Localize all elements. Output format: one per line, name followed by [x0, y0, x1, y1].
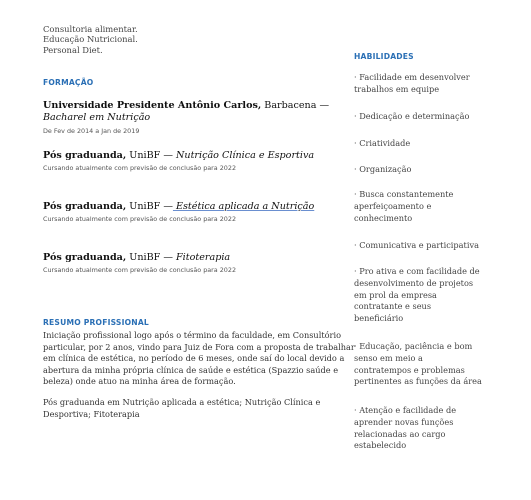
skill-text: · Criatividade — [354, 138, 411, 148]
entry-title — [43, 100, 329, 112]
skill-item — [354, 164, 504, 176]
section-heading-resumo: RESUMO PROFISSIONAL — [43, 318, 149, 327]
skill-item — [354, 266, 504, 325]
entry-institution: UniBF — — [126, 150, 173, 161]
skill-text: · Comunicativa e participativa — [354, 240, 479, 250]
paragraph-line: abertura da minha própria clínica de saúde e estética (Spazzio saúde e — [43, 364, 339, 375]
entry-course: Fitoterapia — [172, 252, 231, 263]
entry-note: Cursando atualmente com previsão de conclusão para 2022 — [43, 164, 237, 172]
degree-line — [43, 112, 329, 124]
institution-city: Barbacena — — [261, 100, 330, 111]
education-entry — [43, 100, 329, 135]
section-heading-habilidades: HABILIDADES — [354, 52, 414, 61]
education-entry — [43, 252, 236, 274]
resumo-postgrad — [43, 397, 343, 420]
skill-item — [354, 405, 504, 452]
entry-course: Nutrição Clínica e Esportiva — [172, 150, 315, 161]
entry-title — [43, 150, 314, 162]
skill-item — [354, 240, 504, 252]
education-entry — [43, 201, 314, 223]
section-heading-formacao: FORMAÇÃO — [43, 78, 94, 87]
skill-text: · Facilidade em desenvolver trabalhos em equipe — [354, 72, 470, 94]
entry-role: Pós graduanda, — [43, 150, 127, 161]
intro-block — [43, 24, 323, 55]
skill-item — [354, 72, 504, 96]
entry-note: Cursando atualmente com previsão de conclusão para 2022 — [43, 215, 237, 223]
skill-item — [354, 111, 504, 123]
paragraph-line: Pós graduanda em Nutrição aplicada a estética; Nutrição Clínica e — [43, 397, 321, 407]
paragraph-line: em clínica de estética, no período de 6 meses, onde saí do local devido a — [43, 353, 345, 364]
entry-role: Pós graduanda, — [43, 201, 127, 212]
intro-line: Consultoria alimentar. — [43, 24, 138, 34]
resumo-paragraph — [43, 330, 355, 388]
skill-item — [354, 341, 504, 388]
entry-title — [43, 201, 314, 213]
intro-line: Personal Diet. — [43, 44, 103, 55]
skill-text: · Atenção e facilidade de aprender novas funções relacionadas ao cargo estabelecido — [354, 405, 457, 451]
education-entry — [43, 150, 314, 172]
entry-title — [43, 252, 236, 264]
institution-name: Universidade Presidente Antônio Carlos, — [43, 100, 262, 111]
entry-institution: UniBF — — [126, 201, 173, 212]
degree-name: Bacharel em Nutrição — [43, 112, 151, 123]
intro-line: Educação Nutricional. — [43, 34, 138, 45]
skill-item — [354, 138, 504, 150]
paragraph-line: Iniciação profissional logo após o término da faculdade, em Consultório — [43, 330, 342, 340]
paragraph-line: Desportiva; Fitoterapia — [43, 408, 140, 419]
skill-text: · Educação, paciência e bom senso em meio a contratempos e problemas pertinentes as funções da área — [354, 341, 482, 387]
skill-text: · Pro ativa e com facilidade de desenvolvimento de projetos em prol da empresa contratante e seus beneficiário — [354, 266, 480, 324]
skill-text: · Organização — [354, 164, 412, 174]
paragraph-line: particular, por 2 anos, vindo para Juiz de Fora com a proposta de trabalhar — [43, 341, 355, 352]
skill-text: · Busca constantemente aperfeiçoamento e conhecimento — [354, 189, 454, 223]
entry-institution: UniBF — — [126, 252, 173, 263]
entry-dates: De Fev de 2014 a Jan de 2019 — [43, 127, 140, 135]
paragraph-line: beleza) onde atuo na minha área de formação. — [43, 376, 236, 387]
skill-item — [354, 189, 504, 224]
entry-course: Estética aplicada a Nutrição — [172, 201, 315, 212]
entry-role: Pós graduanda, — [43, 252, 127, 263]
skill-text: · Dedicação e determinação — [354, 111, 470, 121]
entry-note: Cursando atualmente com previsão de conclusão para 2022 — [43, 266, 237, 274]
